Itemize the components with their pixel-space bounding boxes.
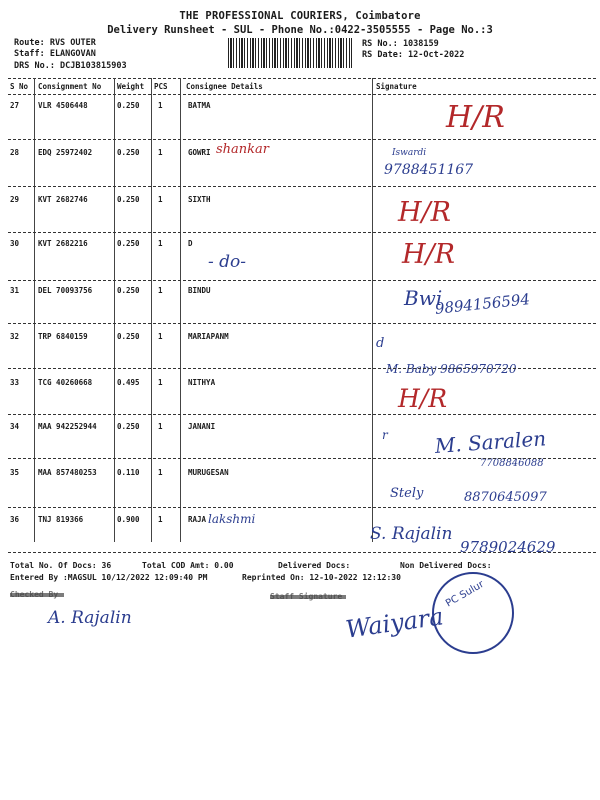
row-separator xyxy=(8,507,596,508)
handwritten-phone: 8870645097 xyxy=(464,490,547,505)
column-divider xyxy=(372,78,373,542)
cell-pcs: 1 xyxy=(158,239,163,248)
table-header-rule xyxy=(8,94,596,95)
cell-sno: 33 xyxy=(10,378,20,387)
column-divider xyxy=(180,78,181,542)
cell-pcs: 1 xyxy=(158,422,163,431)
cell-consignment: TCG 40260668 xyxy=(38,378,93,387)
table-bottom-rule xyxy=(8,552,596,553)
handwritten-phone: 9894156594 xyxy=(434,290,531,318)
handwritten-phone: 9789024629 xyxy=(460,538,556,556)
handwritten-signature: M. Baby 9865970720 xyxy=(386,362,517,376)
cell-sno: 32 xyxy=(10,332,20,341)
handwritten-phone: 9788451167 xyxy=(384,162,474,178)
document-subtitle: Delivery Runsheet - SUL - Phone No.:0422-3505555 - Page No.:3 xyxy=(107,24,493,36)
cell-consignment: KVT 2682746 xyxy=(38,195,88,204)
handwritten-mark: d xyxy=(376,336,385,351)
cell-pcs: 1 xyxy=(158,378,163,387)
handwritten-signature: Iswardi xyxy=(392,148,427,158)
reprinted-on: Reprinted On: 12-10-2022 12:12:30 xyxy=(242,573,401,582)
cell-weight: 0.250 xyxy=(117,332,140,341)
cell-sno: 28 xyxy=(10,148,20,157)
cell-consignee: RAJA xyxy=(188,515,207,524)
cell-weight: 0.250 xyxy=(117,239,140,248)
cell-weight: 0.250 xyxy=(117,195,140,204)
cell-consignee: D xyxy=(188,239,193,248)
header-signature: Signature xyxy=(376,82,417,91)
table-top-rule xyxy=(8,78,596,79)
checked-by-signature: A. Rajalin xyxy=(48,608,132,628)
column-divider xyxy=(114,78,115,542)
cell-consignment: EDQ 25972402 xyxy=(38,148,93,157)
cell-weight: 0.900 xyxy=(117,515,140,524)
handwritten-signature: Bwi xyxy=(404,286,443,310)
handwritten-name: shankar xyxy=(216,142,270,157)
total-cod: Total COD Amt: 0.00 xyxy=(142,561,234,570)
column-divider xyxy=(34,78,35,542)
row-separator xyxy=(8,323,596,324)
entered-by: Entered By :MAGSUL 10/12/2022 12:09:40 PM xyxy=(10,573,208,582)
cell-pcs: 1 xyxy=(158,195,163,204)
row-separator xyxy=(8,368,596,369)
cell-consignment: TRP 6840159 xyxy=(38,332,88,341)
route-label: Route: RVS OUTER xyxy=(14,38,96,48)
row-separator xyxy=(8,232,596,233)
cell-weight: 0.495 xyxy=(117,378,140,387)
cell-consignee: BATMA xyxy=(188,101,211,110)
staff-label: Staff: ELANGOVAN xyxy=(14,49,96,59)
cell-consignee: MARIAPANM xyxy=(188,332,229,341)
cell-sno: 31 xyxy=(10,286,20,295)
cell-pcs: 1 xyxy=(158,515,163,524)
handwritten-hr: H/R xyxy=(398,384,448,413)
non-delivered-docs: Non Delivered Docs: xyxy=(400,561,492,570)
cell-weight: 0.250 xyxy=(117,101,140,110)
cell-pcs: 1 xyxy=(158,148,163,157)
cell-consignee: NITHYA xyxy=(188,378,216,387)
cell-consignment: VLR 4506448 xyxy=(38,101,88,110)
handwritten-ditto: - do- xyxy=(208,252,247,272)
handwritten-signature: Stely xyxy=(390,486,424,501)
cell-sno: 30 xyxy=(10,239,20,248)
staff-signature: Waiyara xyxy=(344,602,446,644)
cell-consignee: MURUGESAN xyxy=(188,468,229,477)
cell-consignee: BINDU xyxy=(188,286,211,295)
handwritten-hr: H/R xyxy=(402,239,455,270)
cell-consignee: JANANI xyxy=(188,422,216,431)
row-separator xyxy=(8,186,596,187)
handwritten-mark: r xyxy=(382,428,388,442)
rs-number: RS No.: 1038159 xyxy=(362,39,439,49)
cell-sno: 29 xyxy=(10,195,20,204)
cell-sno: 35 xyxy=(10,468,20,477)
row-separator xyxy=(8,414,596,415)
cell-consignment: KVT 2682216 xyxy=(38,239,88,248)
cell-sno: 34 xyxy=(10,422,20,431)
barcode-image xyxy=(228,38,352,68)
cell-consignee: GOWRI xyxy=(188,148,211,157)
total-docs: Total No. Of Docs: 36 xyxy=(10,561,112,570)
cell-sno: 36 xyxy=(10,515,20,524)
delivered-docs: Delivered Docs: xyxy=(278,561,351,570)
header-sno: S No xyxy=(10,82,29,91)
cell-pcs: 1 xyxy=(158,101,163,110)
staff-signature-strike xyxy=(270,595,346,599)
cell-consignment: MAA 942252944 xyxy=(38,422,97,431)
handwritten-signature: S. Rajalin xyxy=(370,524,453,544)
rs-date: RS Date: 12-Oct-2022 xyxy=(362,50,465,60)
handwritten-signature: M. Saralen xyxy=(434,426,547,458)
cell-weight: 0.250 xyxy=(117,422,140,431)
cell-pcs: 1 xyxy=(158,286,163,295)
handwritten-phone: 7708846088 xyxy=(480,458,544,469)
row-separator xyxy=(8,458,596,459)
handwritten-name: lakshmi xyxy=(208,512,256,526)
office-stamp-text: PC Sulur xyxy=(444,578,486,610)
cell-consignment: MAA 857480253 xyxy=(38,468,97,477)
cell-consignment: DEL 70093756 xyxy=(38,286,93,295)
cell-pcs: 1 xyxy=(158,332,163,341)
cell-pcs: 1 xyxy=(158,468,163,477)
handwritten-hr: H/R xyxy=(398,197,451,228)
drs-number: DRS No.: DCJB103815903 xyxy=(14,61,127,71)
header-consignee: Consignee Details xyxy=(186,82,263,91)
cell-weight: 0.250 xyxy=(117,286,140,295)
checked-by-strike xyxy=(10,593,64,597)
cell-sno: 27 xyxy=(10,101,20,110)
column-divider xyxy=(151,78,152,542)
cell-consignment: TNJ 819366 xyxy=(38,515,84,524)
row-separator xyxy=(8,139,596,140)
header-consignment: Consignment No xyxy=(38,82,102,91)
header-pcs: PCS xyxy=(154,82,168,91)
cell-consignee: SIXTH xyxy=(188,195,211,204)
row-separator xyxy=(8,280,596,281)
document-title: THE PROFESSIONAL COURIERS, Coimbatore xyxy=(179,10,421,22)
cell-weight: 0.250 xyxy=(117,148,140,157)
cell-weight: 0.110 xyxy=(117,468,140,477)
header-weight: Weight xyxy=(117,82,145,91)
handwritten-hr: H/R xyxy=(446,100,505,135)
